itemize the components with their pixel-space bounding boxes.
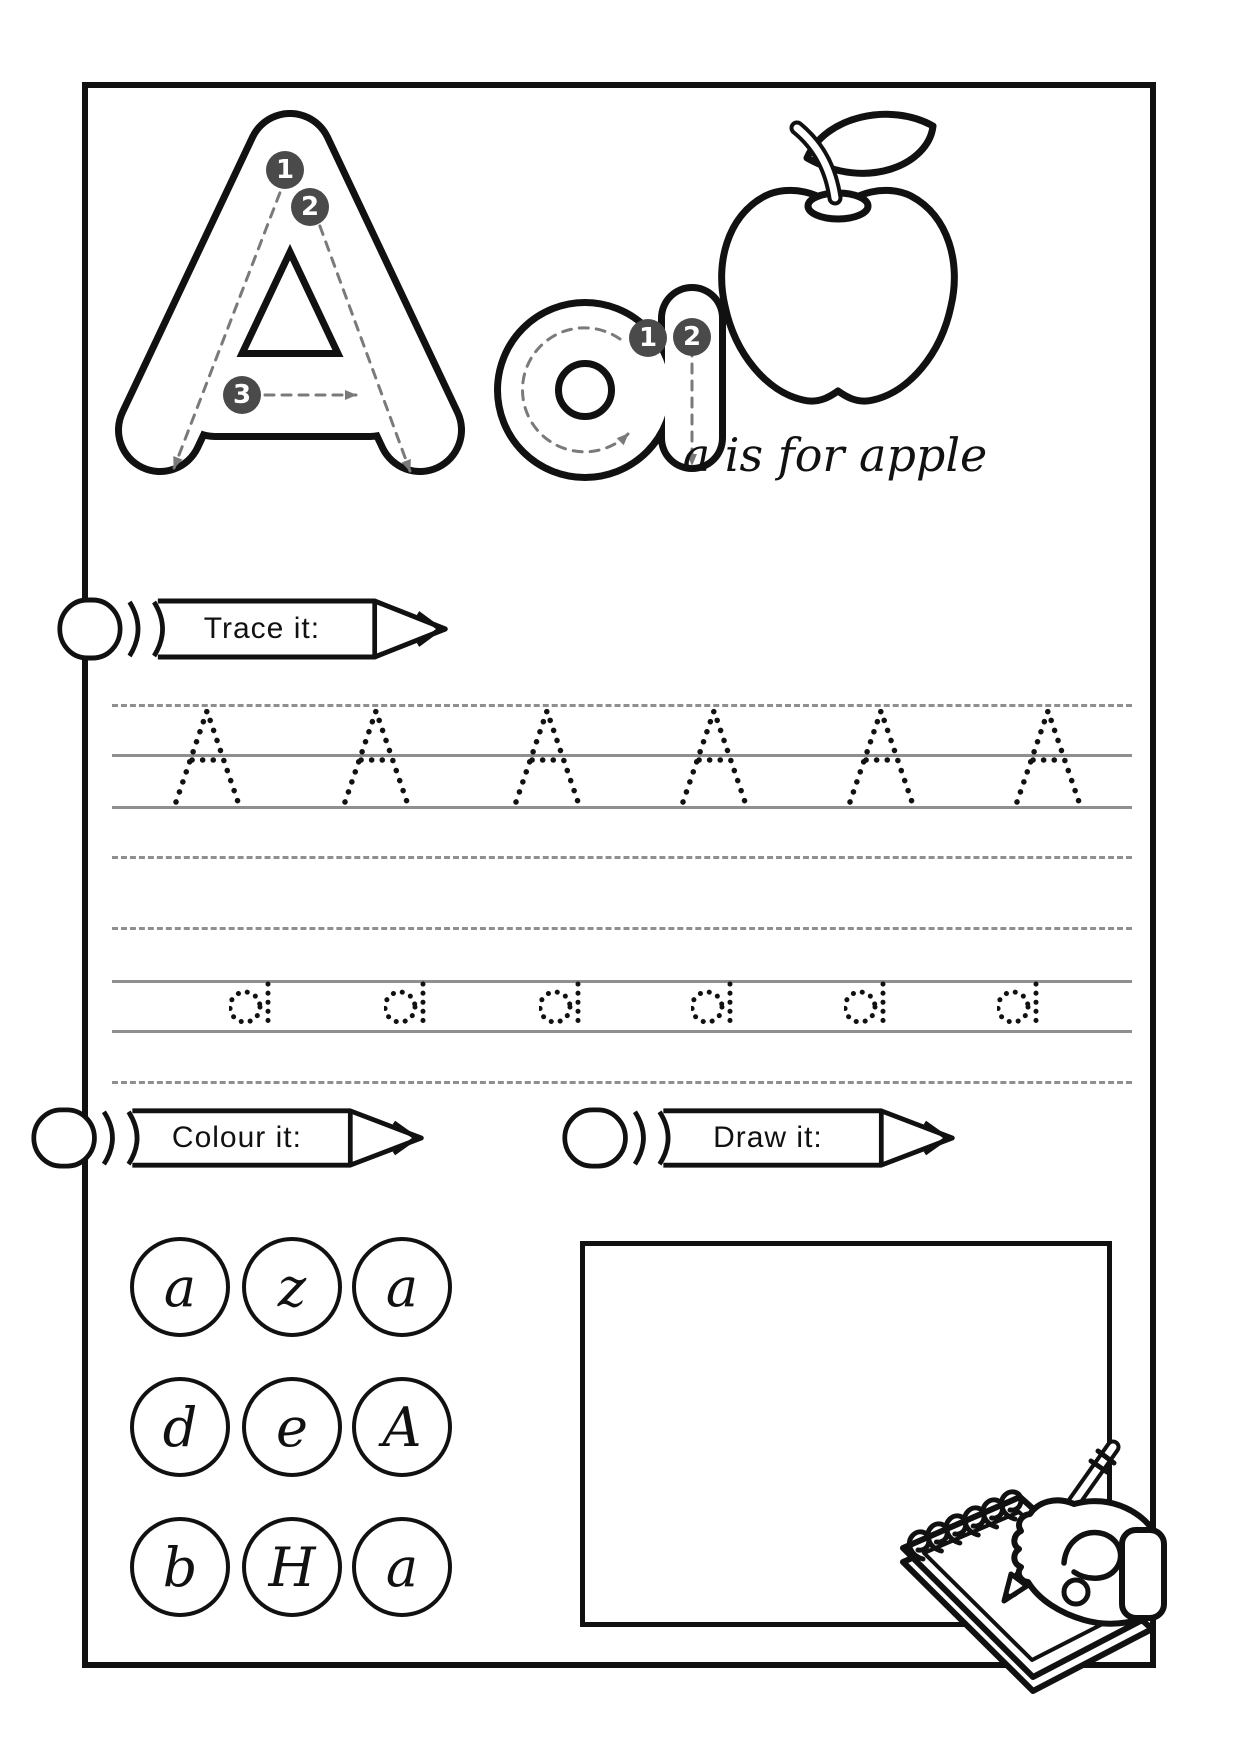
trace-letter-uppercase [1010,705,1086,807]
letter-circle [352,1237,452,1337]
letter-circle [130,1237,230,1337]
stroke-badge-1: 1 [266,151,304,189]
finger-curl [1064,1580,1088,1604]
letter-circle [352,1517,452,1617]
trace-letter-lowercase [229,981,275,1031]
trace-letter-uppercase [509,705,585,807]
trace-letter-lowercase [844,981,890,1031]
colour-section-label: Colour it: [171,1121,302,1154]
trace-letter-lowercase [691,981,737,1031]
draw-section-label: Draw it: [713,1121,823,1154]
stroke-badge-3: 3 [223,376,261,414]
guide-line-solid [112,806,1132,809]
trace-section-label: Trace it: [203,612,321,645]
cuff [1122,1530,1164,1618]
trace-letter-uppercase [843,705,919,807]
caption: a is for apple [682,428,988,482]
hand-writing-illustration [860,1420,1240,1755]
trace-letter-uppercase [676,705,752,807]
stroke-badge-2: 2 [291,188,329,226]
trace-letter-lowercase [997,981,1043,1031]
circle-letter: b [162,1535,198,1599]
stroke-badge-a2: 2 [673,318,711,356]
colour-crayon-banner [30,1106,428,1170]
circle-letter: H [268,1535,316,1599]
trace-letter-lowercase [539,981,585,1031]
guide-line-solid [112,754,1132,757]
guide-line-dashed [112,1081,1132,1084]
letter-circle [352,1377,452,1477]
trace-crayon-banner [56,596,452,662]
uppercase-letter-outline [100,85,480,505]
circle-letter: a [385,1255,419,1319]
trace-letter-uppercase [338,705,414,807]
circle-letter: A [382,1395,422,1459]
apple-illustration [695,100,965,430]
guide-line-dashed [112,856,1132,859]
trace-letter-uppercase [169,705,245,807]
letter-circle [242,1237,342,1337]
guide-line-dashed [112,927,1132,930]
trace-letter-lowercase [384,981,430,1031]
stroke-badge-a1: 1 [629,319,667,357]
circle-letter: e [276,1395,308,1459]
circle-letter: d [162,1395,198,1459]
circle-letter: a [385,1535,419,1599]
guide-line-dashed [112,704,1132,707]
letter-circle [242,1377,342,1477]
circle-letter: z [277,1255,307,1319]
letter-circle [130,1377,230,1477]
circle-letter: a [163,1255,197,1319]
letter-circle [242,1517,342,1617]
letter-circle [130,1517,230,1617]
draw-crayon-banner [561,1106,959,1170]
